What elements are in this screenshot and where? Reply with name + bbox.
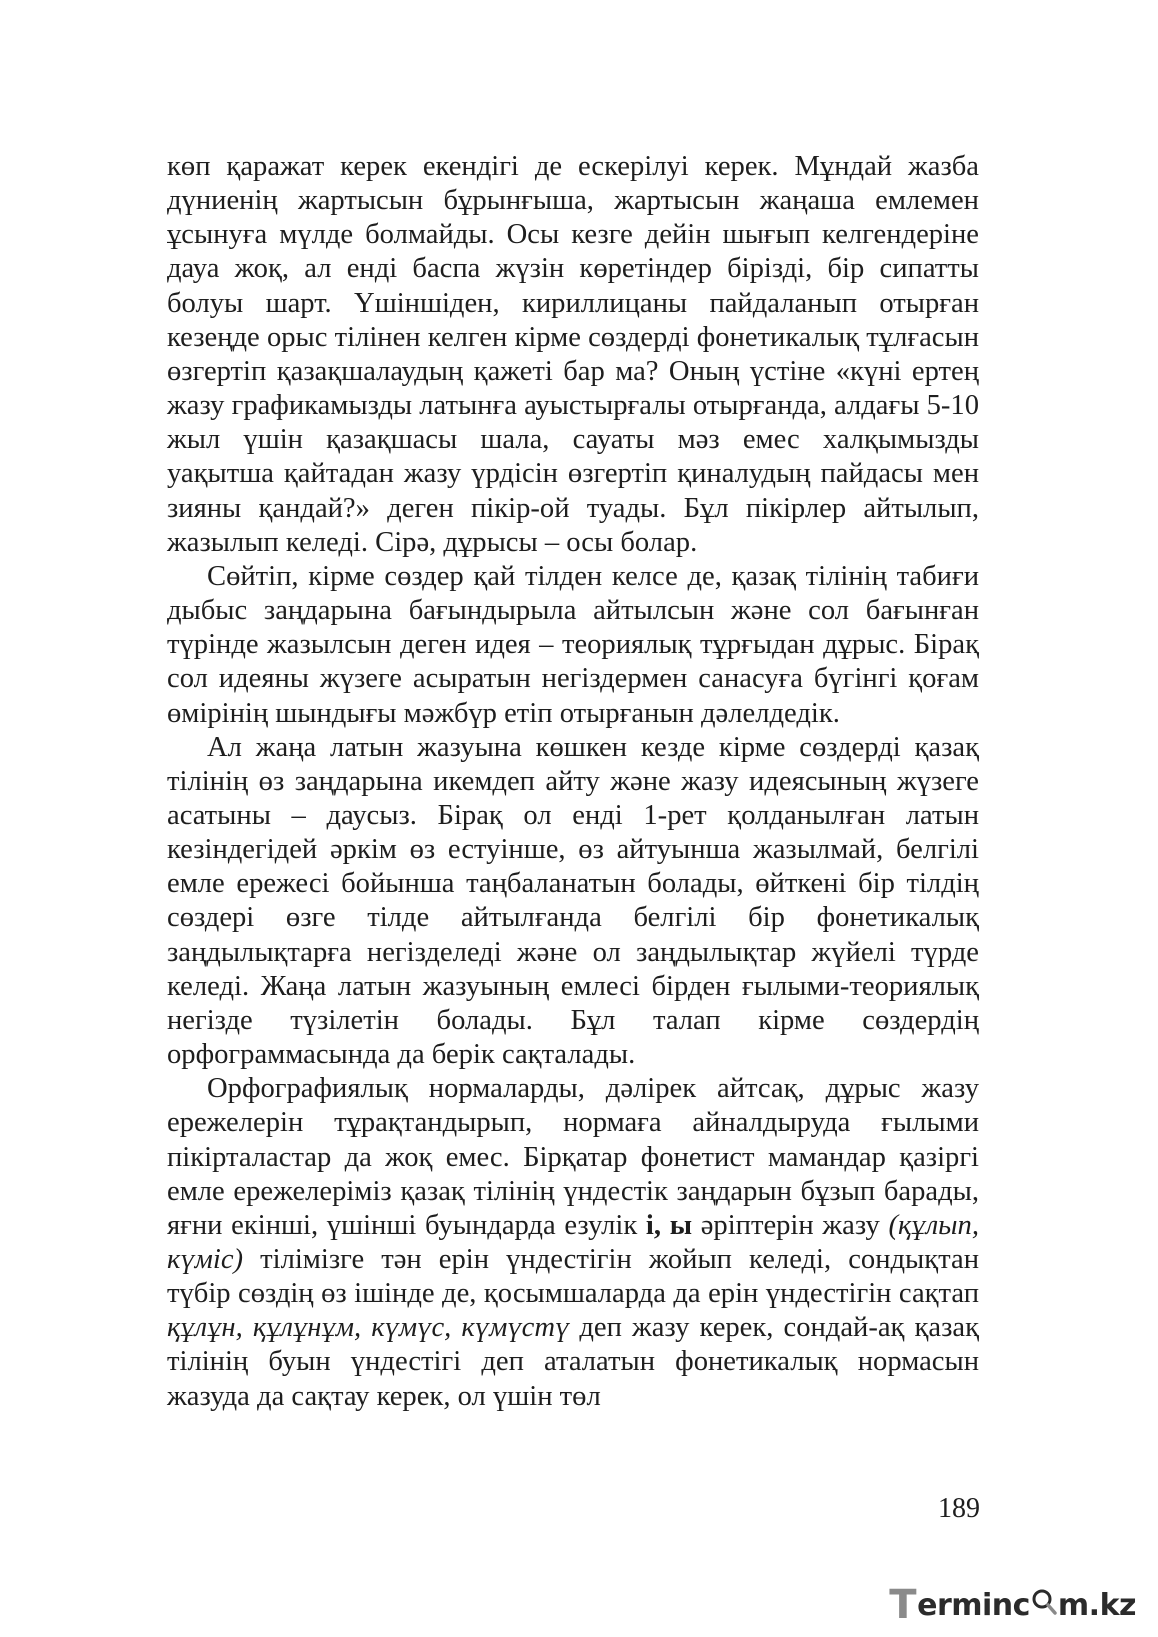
watermark-text: erminc	[917, 1587, 1030, 1623]
paragraph	[167, 560, 979, 731]
paragraph	[167, 150, 979, 560]
text-run: Ал жаңа латын жазуына көшкен кезде кірме сөздерді қазақ тілінің өз заңдарына икемдеп айту және жазу идеясының жүзеге асатыны – даусыз. Бірақ ол енді 1-рет қолданылған латын кезіндегідей әркім өз естуінше, өз айтуынша жазылмай, белгілі емле ережесі бойынша таңбаланатын болады, өйткені бір тілдің сөздері өзге тілде айтылғанда белгілі бір фонетикалық заңдылықтарға негізделеді және ол заңдылықтар жүйелі түрде келеді. Жаңа латын жазуының емлесі бірден ғылыми-теориялық негізде түзілетін болады. Бұл талап кірме сөздердің орфограммасында да берік сақталады.	[167, 731, 979, 1071]
text-run: тілімізге тән ерін үндестігін жойып келеді, сондықтан түбір сөздің өз ішінде де, қосымшаларда да ерін үндестігін сақтап	[167, 1244, 979, 1310]
paragraph	[167, 731, 979, 1073]
italic-example: (құлып, күміс)	[167, 1209, 979, 1275]
bold-letters: і, ы	[645, 1209, 693, 1241]
italic-example: құлұн, құлұнұм, күмүс, күмүстү	[167, 1312, 570, 1344]
magnifier-icon	[1031, 1586, 1057, 1624]
text-run: Орфографиялық нормаларды, дәлірек айтсақ, дұрыс жазу ережелерін тұрақтандырып, нормаға айналдыруда ғылыми пікірталастар да жоқ емес. Бірқатар фонетист мамандар қазіргі емле ережелеріміз қазақ тілінің үндестік заңдарын бұзып барады, яғни екінші, үшінші буындарда езулік	[167, 1073, 979, 1241]
text-run: деп жазу керек, сондай-ақ қазақ тілінің буын үндестігі деп аталатын фонетикалық нормасын жазуда да сақтау керек, ол үшін төл	[167, 1312, 979, 1412]
site-watermark	[889, 1583, 1136, 1627]
page-number: 189	[938, 1493, 980, 1524]
text-run: Сөйтіп, кірме сөздер қай тілден келсе де, қазақ тілінің табиғи дыбыс заңдарына бағындырыла айтылсын және сол бағынған түрінде жазылсын деген идея – теориялық тұрғыдан дұрыс. Бірақ сол идеяны жүзеге асыратын негіздермен санасуға бүгінгі қоғам өмірінің шындығы мәжбүр етіп отырғанын дәлелдедік.	[167, 560, 979, 729]
watermark-prefix: T	[889, 1582, 917, 1628]
paragraph	[167, 1072, 979, 1414]
text-run: әріптерін жазу	[692, 1209, 889, 1241]
watermark-suffix: m.kz	[1057, 1587, 1136, 1623]
text-run: көп қаражат керек екендігі де ескерілуі керек. Мұндай жазба дүниенің жартысын бұрынғыша, жартысын жаңаша емлемен ұсынуға мүлде болмайды. Осы кезге дейін шығып келгендеріне дауа жоқ, ал енді баспа жүзін көретіндер бірізді, бір сипатты болуы шарт. Үшіншіден, кириллицаны пайдаланып отырған кезеңде орыс тілінен келген кірме сөздерді фонетикалық тұлғасын өзгертіп қазақшалаудың қажеті бар ма? Оның үстіне «күні ертең жазу графикамызды латынға ауыстырғалы отырғанда, алдағы 5-10 жыл үшін қазақшасы шала, сауаты мәз емес халқымызды уақытша қайтадан жазу үрдісін өзгертіп қиналудың пайдасы мен зияны қандай?» деген пікір-ой туады. Бұл пікірлер айтылып, жазылып келеді. Сірә, дұрысы – осы болар.	[167, 151, 979, 558]
page-body	[167, 150, 979, 1414]
